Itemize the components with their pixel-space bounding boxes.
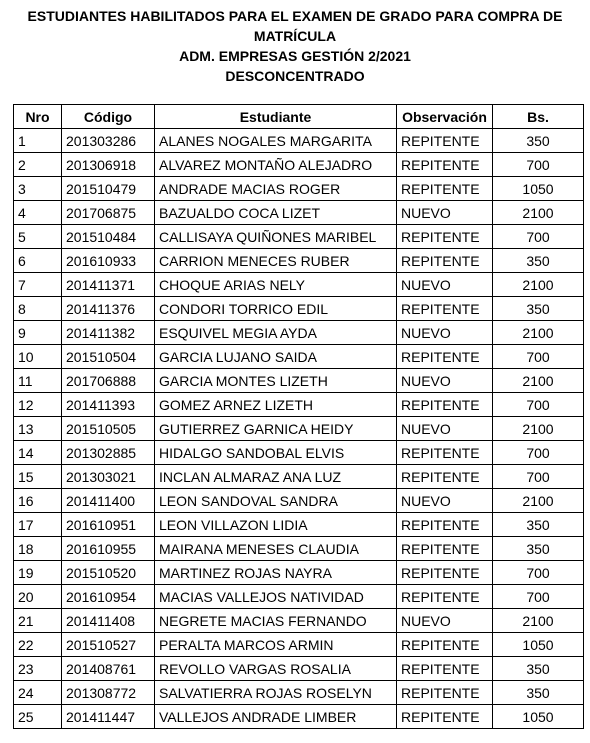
cell-nro: 12 [14,393,62,417]
cell-nro: 5 [14,225,62,249]
cell-nro: 7 [14,273,62,297]
cell-codigo: 201308772 [62,681,155,705]
cell-bs: 700 [493,585,584,609]
cell-observacion: NUEVO [397,369,493,393]
cell-observacion: REPITENTE [397,345,493,369]
table-header-row [14,105,584,129]
cell-bs: 2100 [493,321,584,345]
cell-bs: 2100 [493,273,584,297]
column-header-nro: Nro [14,105,62,129]
cell-estudiante: PERALTA MARCOS ARMIN [155,633,397,657]
cell-nro: 10 [14,345,62,369]
table-row [14,585,584,609]
column-header-estudiante: Estudiante [155,105,397,129]
cell-nro: 8 [14,297,62,321]
cell-nro: 2 [14,153,62,177]
cell-estudiante: SALVATIERRA ROJAS ROSELYN [155,681,397,705]
cell-estudiante: REVOLLO VARGAS ROSALIA [155,657,397,681]
cell-codigo: 201610933 [62,249,155,273]
cell-estudiante: GUTIERREZ GARNICA HEIDY [155,417,397,441]
cell-observacion: REPITENTE [397,633,493,657]
cell-bs: 700 [493,393,584,417]
cell-observacion: NUEVO [397,609,493,633]
cell-observacion: NUEVO [397,273,493,297]
cell-estudiante: ALVAREZ MONTAÑO ALEJADRO [155,153,397,177]
cell-codigo: 201510527 [62,633,155,657]
table-row [14,153,584,177]
cell-codigo: 201706875 [62,201,155,225]
cell-observacion: REPITENTE [397,297,493,321]
table-row [14,297,584,321]
cell-nro: 11 [14,369,62,393]
cell-bs: 2100 [493,609,584,633]
cell-observacion: REPITENTE [397,657,493,681]
cell-estudiante: GARCIA LUJANO SAIDA [155,345,397,369]
cell-bs: 350 [493,657,584,681]
cell-codigo: 201411393 [62,393,155,417]
header-line-2: MATRÍCULA [253,28,337,44]
cell-observacion: NUEVO [397,321,493,345]
cell-estudiante: MARTINEZ ROJAS NAYRA [155,561,397,585]
cell-estudiante: HIDALGO SANDOBAL ELVIS [155,441,397,465]
cell-codigo: 201610951 [62,513,155,537]
cell-codigo: 201411376 [62,297,155,321]
header-line-3: ADM. EMPRESAS GESTIÓN 2/2021 [179,48,411,64]
table-row [14,441,584,465]
cell-bs: 2100 [493,489,584,513]
cell-codigo: 201411382 [62,321,155,345]
table-row [14,417,584,441]
cell-codigo: 201302885 [62,441,155,465]
table-row [14,681,584,705]
cell-bs: 350 [493,297,584,321]
cell-observacion: REPITENTE [397,393,493,417]
cell-estudiante: CARRION MENECES RUBER [155,249,397,273]
cell-estudiante: GARCIA MONTES LIZETH [155,369,397,393]
table-row [14,249,584,273]
cell-nro: 19 [14,561,62,585]
cell-estudiante: MAIRANA MENESES CLAUDIA [155,537,397,561]
cell-observacion: REPITENTE [397,177,493,201]
cell-codigo: 201510520 [62,561,155,585]
cell-nro: 3 [14,177,62,201]
cell-bs: 700 [493,345,584,369]
cell-bs: 700 [493,441,584,465]
table-body [14,129,584,729]
cell-nro: 9 [14,321,62,345]
cell-bs: 700 [493,561,584,585]
cell-bs: 1050 [493,177,584,201]
cell-estudiante: BAZUALDO COCA LIZET [155,201,397,225]
table-row [14,129,584,153]
table-row [14,705,584,729]
cell-observacion: REPITENTE [397,441,493,465]
cell-observacion: REPITENTE [397,129,493,153]
cell-observacion: REPITENTE [397,465,493,489]
cell-nro: 17 [14,513,62,537]
cell-bs: 1050 [493,705,584,729]
table-row [14,513,584,537]
cell-estudiante: CONDORI TORRICO EDIL [155,297,397,321]
cell-estudiante: MACIAS VALLEJOS NATIVIDAD [155,585,397,609]
cell-nro: 1 [14,129,62,153]
table-row [14,321,584,345]
cell-bs: 350 [493,129,584,153]
cell-nro: 6 [14,249,62,273]
students-table [13,104,584,729]
cell-codigo: 201303021 [62,465,155,489]
header-line-1: ESTUDIANTES HABILITADOS PARA EL EXAMEN DE GRADO PARA COMPRA DE [27,8,563,24]
cell-nro: 24 [14,681,62,705]
table-header [14,105,584,129]
cell-bs: 700 [493,225,584,249]
cell-observacion: REPITENTE [397,537,493,561]
cell-codigo: 201510505 [62,417,155,441]
table-row [14,273,584,297]
header-line-4: DESCONCENTRADO [225,68,365,84]
cell-estudiante: ALANES NOGALES MARGARITA [155,129,397,153]
cell-estudiante: GOMEZ ARNEZ LIZETH [155,393,397,417]
table-row [14,657,584,681]
cell-nro: 25 [14,705,62,729]
cell-bs: 350 [493,537,584,561]
cell-estudiante: VALLEJOS ANDRADE LIMBER [155,705,397,729]
cell-nro: 16 [14,489,62,513]
cell-estudiante: CHOQUE ARIAS NELY [155,273,397,297]
cell-codigo: 201411371 [62,273,155,297]
cell-nro: 14 [14,441,62,465]
cell-estudiante: INCLAN ALMARAZ ANA LUZ [155,465,397,489]
cell-codigo: 201411408 [62,609,155,633]
cell-observacion: REPITENTE [397,705,493,729]
table-row [14,633,584,657]
cell-observacion: REPITENTE [397,513,493,537]
cell-observacion: REPITENTE [397,153,493,177]
table-row [14,225,584,249]
cell-nro: 23 [14,657,62,681]
table-row [14,177,584,201]
cell-bs: 350 [493,249,584,273]
cell-nro: 22 [14,633,62,657]
cell-estudiante: LEON VILLAZON LIDIA [155,513,397,537]
cell-bs: 350 [493,513,584,537]
cell-observacion: REPITENTE [397,561,493,585]
cell-codigo: 201408761 [62,657,155,681]
cell-codigo: 201303286 [62,129,155,153]
cell-bs: 350 [493,681,584,705]
cell-estudiante: NEGRETE MACIAS FERNANDO [155,609,397,633]
cell-bs: 2100 [493,201,584,225]
table-row [14,561,584,585]
column-header-codigo: Código [62,105,155,129]
table-row [14,537,584,561]
cell-codigo: 201510504 [62,345,155,369]
cell-bs: 2100 [493,417,584,441]
cell-bs: 2100 [493,369,584,393]
cell-observacion: REPITENTE [397,225,493,249]
cell-codigo: 201510484 [62,225,155,249]
column-header-observacion: Observación [397,105,493,129]
column-header-bs: Bs. [493,105,584,129]
cell-bs: 700 [493,153,584,177]
cell-estudiante: LEON SANDOVAL SANDRA [155,489,397,513]
cell-observacion: NUEVO [397,201,493,225]
cell-observacion: REPITENTE [397,585,493,609]
table-row [14,201,584,225]
cell-nro: 15 [14,465,62,489]
cell-codigo: 201610955 [62,537,155,561]
cell-codigo: 201306918 [62,153,155,177]
table-row [14,345,584,369]
cell-nro: 4 [14,201,62,225]
cell-observacion: REPITENTE [397,249,493,273]
table-row [14,489,584,513]
table-row [14,393,584,417]
cell-codigo: 201411447 [62,705,155,729]
cell-codigo: 201706888 [62,369,155,393]
table-row [14,609,584,633]
cell-codigo: 201510479 [62,177,155,201]
cell-bs: 1050 [493,633,584,657]
cell-estudiante: ANDRADE MACIAS ROGER [155,177,397,201]
cell-observacion: NUEVO [397,417,493,441]
cell-observacion: REPITENTE [397,681,493,705]
table-row [14,465,584,489]
table-row [14,369,584,393]
cell-codigo: 201610954 [62,585,155,609]
cell-nro: 13 [14,417,62,441]
cell-nro: 21 [14,609,62,633]
cell-observacion: NUEVO [397,489,493,513]
document-header [0,6,590,86]
cell-estudiante: ESQUIVEL MEGIA AYDA [155,321,397,345]
cell-codigo: 201411400 [62,489,155,513]
cell-bs: 700 [493,465,584,489]
cell-estudiante: CALLISAYA QUIÑONES MARIBEL [155,225,397,249]
cell-nro: 18 [14,537,62,561]
cell-nro: 20 [14,585,62,609]
